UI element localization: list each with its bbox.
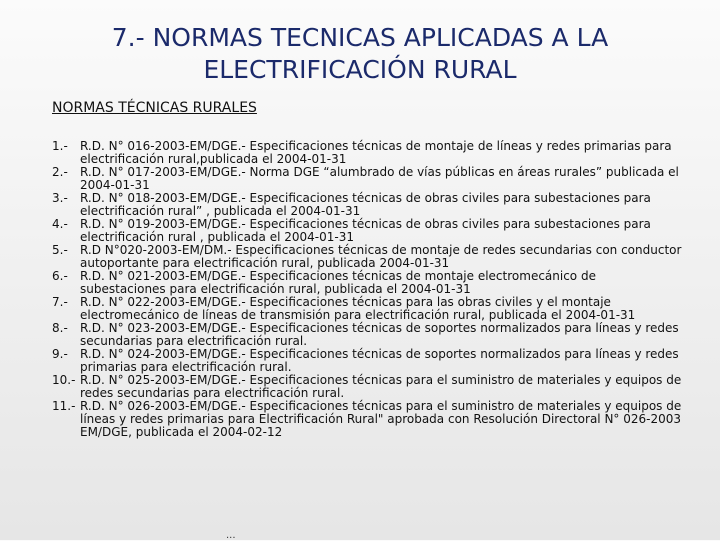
item-content (80, 400, 682, 439)
slide-title (40, 22, 680, 86)
list-item (52, 140, 682, 166)
item-content (80, 166, 682, 192)
item-number: 4.- (52, 217, 68, 231)
item-content (80, 192, 682, 218)
item-content (80, 140, 682, 166)
norms-list (52, 140, 682, 439)
norm-description: Especificaciones técnicas de montaje electromecánico de subestaciones para electrificación rural, publicada el 2004-01-31 (80, 269, 596, 296)
norm-code: R.D. N° 019-2003-EM/DGE.- (80, 217, 246, 231)
item-content (80, 296, 682, 322)
item-number: 11.- (52, 399, 76, 413)
item-number: 9.- (52, 347, 68, 361)
norm-description: Especificaciones técnicas de soportes normalizados para líneas y redes secundarias para electrificación rural. (80, 321, 679, 348)
item-number: 3.- (52, 191, 68, 205)
section-subtitle: NORMAS TÉCNICAS RURALES (52, 100, 257, 116)
footer-dots: ... (226, 530, 236, 541)
item-content (80, 218, 682, 244)
norm-description: Norma DGE “alumbrado de vías públicas en áreas rurales” publicada el 2004-01-31 (80, 165, 679, 192)
norm-code: R.D. N° 026-2003-EM/DGE.- (80, 399, 246, 413)
norm-code: R.D. N° 016-2003-EM/DGE.- (80, 139, 246, 153)
list-item (52, 192, 682, 218)
norm-code: R.D. N° 024-2003-EM/DGE.- (80, 347, 246, 361)
list-item (52, 244, 682, 270)
list-item (52, 296, 682, 322)
item-number: 1.- (52, 139, 68, 153)
item-content (80, 348, 682, 374)
norm-description: Especificaciones técnicas de montaje de líneas y redes primarias para electrificación rural,publicada el 2004-01-31 (80, 139, 672, 166)
norm-description: Especificaciones técnicas para el suministro de materiales y equipos de líneas y redes primarias para Electrificación Rural" aprobada con Resolución Directoral N° 026-2003 EM/DGE, publicada el 2004-02-12 (80, 399, 682, 439)
item-number: 10.- (52, 373, 76, 387)
norm-code: R.D. N° 022-2003-EM/DGE.- (80, 295, 246, 309)
item-number: 6.- (52, 269, 68, 283)
list-item (52, 348, 682, 374)
item-content (80, 322, 682, 348)
norm-code: R.D. N° 025-2003-EM/DGE.- (80, 373, 246, 387)
item-number: 2.- (52, 165, 68, 179)
item-content (80, 244, 682, 270)
norm-code: R.D. N° 023-2003-EM/DGE.- (80, 321, 246, 335)
list-item (52, 322, 682, 348)
item-content (80, 270, 682, 296)
norm-description: Especificaciones técnicas de montaje de redes secundarias con conductor autoportante para electrificación rural, publicada 2004-01-31 (80, 243, 682, 270)
norm-code: R.D. N° 021-2003-EM/DGE.- (80, 269, 246, 283)
norm-description: Especificaciones técnicas de obras civiles para subestaciones para electrificación rural , publicada el 2004-01-31 (80, 217, 651, 244)
norm-code: R.D N°020-2003-EM/DM.- (80, 243, 232, 257)
item-number: 5.- (52, 243, 68, 257)
item-content (80, 374, 682, 400)
list-item (52, 400, 682, 439)
norm-description: Especificaciones técnicas de soportes normalizados para líneas y redes primarias para electrificación rural. (80, 347, 679, 374)
item-number: 8.- (52, 321, 68, 335)
norm-description: Especificaciones técnicas para las obras civiles y el montaje electromecánico de líneas de transmisión para electrificación rural, publicada el 2004-01-31 (80, 295, 636, 322)
list-item (52, 166, 682, 192)
norm-code: R.D. N° 018-2003-EM/DGE.- (80, 191, 246, 205)
list-item (52, 270, 682, 296)
title-line-2: ELECTRIFICACIÓN RURAL (203, 55, 517, 84)
title-line-1: 7.- NORMAS TECNICAS APLICADAS A LA (111, 23, 609, 52)
list-item (52, 374, 682, 400)
list-item (52, 218, 682, 244)
norm-code: R.D. N° 017-2003-EM/DGE.- (80, 165, 246, 179)
norm-description: Especificaciones técnicas de obras civiles para subestaciones para electrificación rural” , publicada el 2004-01-31 (80, 191, 651, 218)
item-number: 7.- (52, 295, 68, 309)
norm-description: Especificaciones técnicas para el suministro de materiales y equipos de redes secundarias para electrificación rural. (80, 373, 682, 400)
